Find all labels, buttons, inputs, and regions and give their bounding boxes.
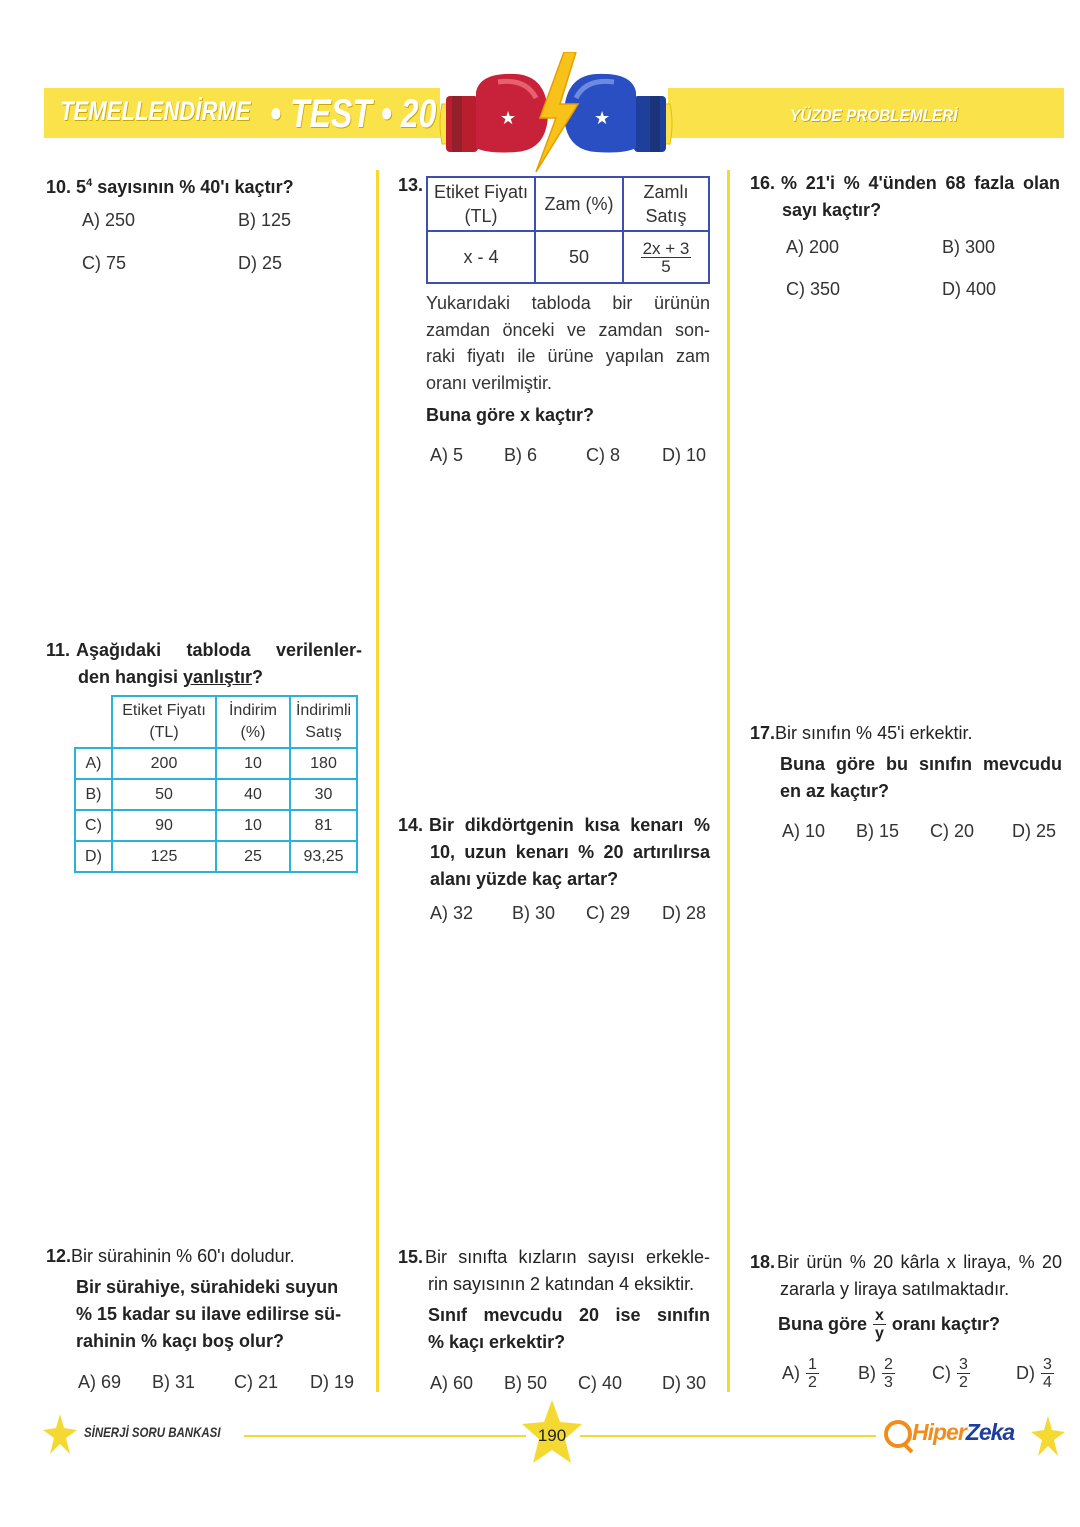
- question-18: 18. Bir ürün % 20 kârla x liraya, % 20 zararla y liraya satılmaktadır. Buna göre $\frac{x}{y}$ oranı kaçtır?: [750, 1249, 1062, 1342]
- q13-table: [426, 176, 710, 284]
- question-number: 12.: [46, 1246, 72, 1266]
- q14-option-b[interactable]: B) 30: [512, 903, 556, 923]
- q18-fraction: $\frac{x}{y}$: [875, 1307, 884, 1342]
- q13-option-a[interactable]: A) 5: [430, 445, 464, 465]
- q13-option-c[interactable]: C) 8: [586, 445, 621, 465]
- svg-text:★: ★: [500, 108, 517, 129]
- table-row[interactable]: A) 200 10 180: [75, 748, 357, 779]
- footer-line-left: [244, 1435, 526, 1437]
- q10-option-d[interactable]: D) 25: [238, 253, 283, 273]
- q12-option-b[interactable]: B) 31: [152, 1372, 196, 1392]
- question-17: 17.Bir sınıfın % 45'i erkektir. Buna göre bu sınıfın mevcudu en az kaçtır?: [750, 723, 1062, 801]
- column-divider-2: [727, 170, 730, 1392]
- question-number: 14.: [398, 815, 424, 835]
- table-row[interactable]: C) 90 10 81: [75, 810, 357, 841]
- question-number: 11.: [46, 640, 71, 660]
- question-12: 12.Bir sürahinin % 60'ı doludur. Bir sürahiye, sürahideki suyun % 15 kadar su ilave edilirse sü- rahinin % kaçı boş olur?: [46, 1246, 342, 1351]
- q16-option-b[interactable]: B) 300: [942, 237, 996, 257]
- question-13-number: 13.: [398, 175, 424, 195]
- footer-book-title: SİNERJİ SORU BANKASI: [84, 1424, 221, 1440]
- page-number: 190: [537, 1426, 567, 1445]
- brand-logo-icon: [884, 1414, 914, 1454]
- table-row: x - 4 50 $\frac{2x + 3}{5}$: [427, 231, 709, 283]
- table-row[interactable]: D) 125 25 93,25: [75, 841, 357, 872]
- q13-header-raise: Zam (%): [535, 177, 623, 231]
- q13-option-d[interactable]: D) 10: [662, 445, 707, 465]
- question-number: 18.: [750, 1252, 776, 1272]
- q12-option-c[interactable]: C) 21: [234, 1372, 279, 1392]
- q11-header-discount: İndirim (%): [216, 696, 290, 748]
- q18-question: Buna göre $\frac{x}{y}$ oranı kaçtır?: [778, 1307, 1000, 1342]
- q18-option-b[interactable]: B) $\frac{2}{3}$: [858, 1356, 893, 1391]
- q18-option-d[interactable]: D) $\frac{3}{4}$: [1016, 1356, 1052, 1391]
- q17-option-a[interactable]: A) 10: [782, 821, 826, 841]
- header-left-title: TEMELLENDİRME: [60, 96, 251, 126]
- column-divider-1: [376, 170, 379, 1392]
- question-16: 16. % 21'i % 4'ünden 68 fazla olan sayı kaçtır?: [750, 170, 1060, 224]
- q14-option-d[interactable]: D) 28: [662, 903, 707, 923]
- question-number: 17.: [750, 723, 776, 743]
- q13-header-price: Etiket Fiyatı (TL): [427, 177, 535, 231]
- q16-option-a[interactable]: A) 200: [786, 237, 840, 257]
- q17-option-d[interactable]: D) 25: [1012, 821, 1057, 841]
- boxing-gloves-icon: [436, 52, 676, 172]
- q13-question: Buna göre x kaçtır?: [426, 405, 595, 425]
- question-number: 15.: [398, 1247, 424, 1267]
- q17-option-c[interactable]: C) 20: [930, 821, 975, 841]
- q16-option-c[interactable]: C) 350: [786, 279, 841, 299]
- q15-option-a[interactable]: A) 60: [430, 1373, 474, 1393]
- q13-fraction: $\frac{2x + 3}{5}$: [642, 238, 690, 276]
- q13-option-b[interactable]: B) 6: [504, 445, 538, 465]
- q13-text: Yukarıdaki tabloda bir ürünün zamdan önceki ve zamdan son- raki fiyatı ile ürüne yapılan zam oranı verilmiştir. Buna göre x kaçtır?: [426, 290, 710, 429]
- q18-option-c[interactable]: C) $\frac{3}{2}$: [932, 1356, 968, 1391]
- header-right-title: YÜZDE PROBLEMLERİ: [790, 106, 958, 125]
- q18-option-a[interactable]: A) $\frac{1}{2}$: [782, 1356, 817, 1391]
- question-10: 10. $5^4$ sayısının % 40'ı kaçtır?: [46, 177, 294, 197]
- q14-option-c[interactable]: C) 29: [586, 903, 631, 923]
- q15-option-d[interactable]: D) 30: [662, 1373, 707, 1393]
- q11-header-sale: İndirimli Satış: [290, 696, 357, 748]
- q10-option-a[interactable]: A) 250: [82, 210, 136, 230]
- star-icon: [1030, 1414, 1066, 1458]
- q16-option-d[interactable]: D) 400: [942, 279, 997, 299]
- q11-table: [74, 695, 358, 873]
- q17-option-b[interactable]: B) 15: [856, 821, 900, 841]
- star-icon: [42, 1412, 78, 1456]
- table-row[interactable]: B) 50 40 30: [75, 779, 357, 810]
- q11-header-price: Etiket Fiyatı (TL): [112, 696, 216, 748]
- svg-text:★: ★: [594, 108, 611, 129]
- question-11: 11. Aşağıdaki tabloda verilenler- den hangisi yanlıştır?: [46, 637, 362, 691]
- footer-line-right: [580, 1435, 876, 1437]
- q13-header-sale: Zamlı Satış: [623, 177, 709, 231]
- question-number: 16.: [750, 173, 776, 193]
- q14-option-a[interactable]: A) 32: [430, 903, 474, 923]
- question-15: 15. Bir sınıfta kızların sayısı erkekle- rin sayısının 2 katından 4 eksiktir. Sınıf mevcudu 20 ise sınıfın % kaçı erkektir?: [398, 1244, 710, 1356]
- question-number: 10.: [46, 177, 72, 197]
- q10-option-b[interactable]: B) 125: [238, 210, 292, 230]
- q12-option-a[interactable]: A) 69: [78, 1372, 122, 1392]
- q12-option-d[interactable]: D) 19: [310, 1372, 355, 1392]
- question-14: 14. Bir dikdörtgenin kısa kenarı % 10, uzun kenarı % 20 artırılırsa alanı yüzde kaç artar?: [398, 812, 710, 893]
- q15-option-b[interactable]: B) 50: [504, 1373, 548, 1393]
- q15-option-c[interactable]: C) 40: [578, 1373, 623, 1393]
- footer-brand: HiperZeka: [912, 1419, 1015, 1445]
- header-test-label: • TEST • 20: [270, 92, 437, 136]
- q10-option-c[interactable]: C) 75: [82, 253, 127, 273]
